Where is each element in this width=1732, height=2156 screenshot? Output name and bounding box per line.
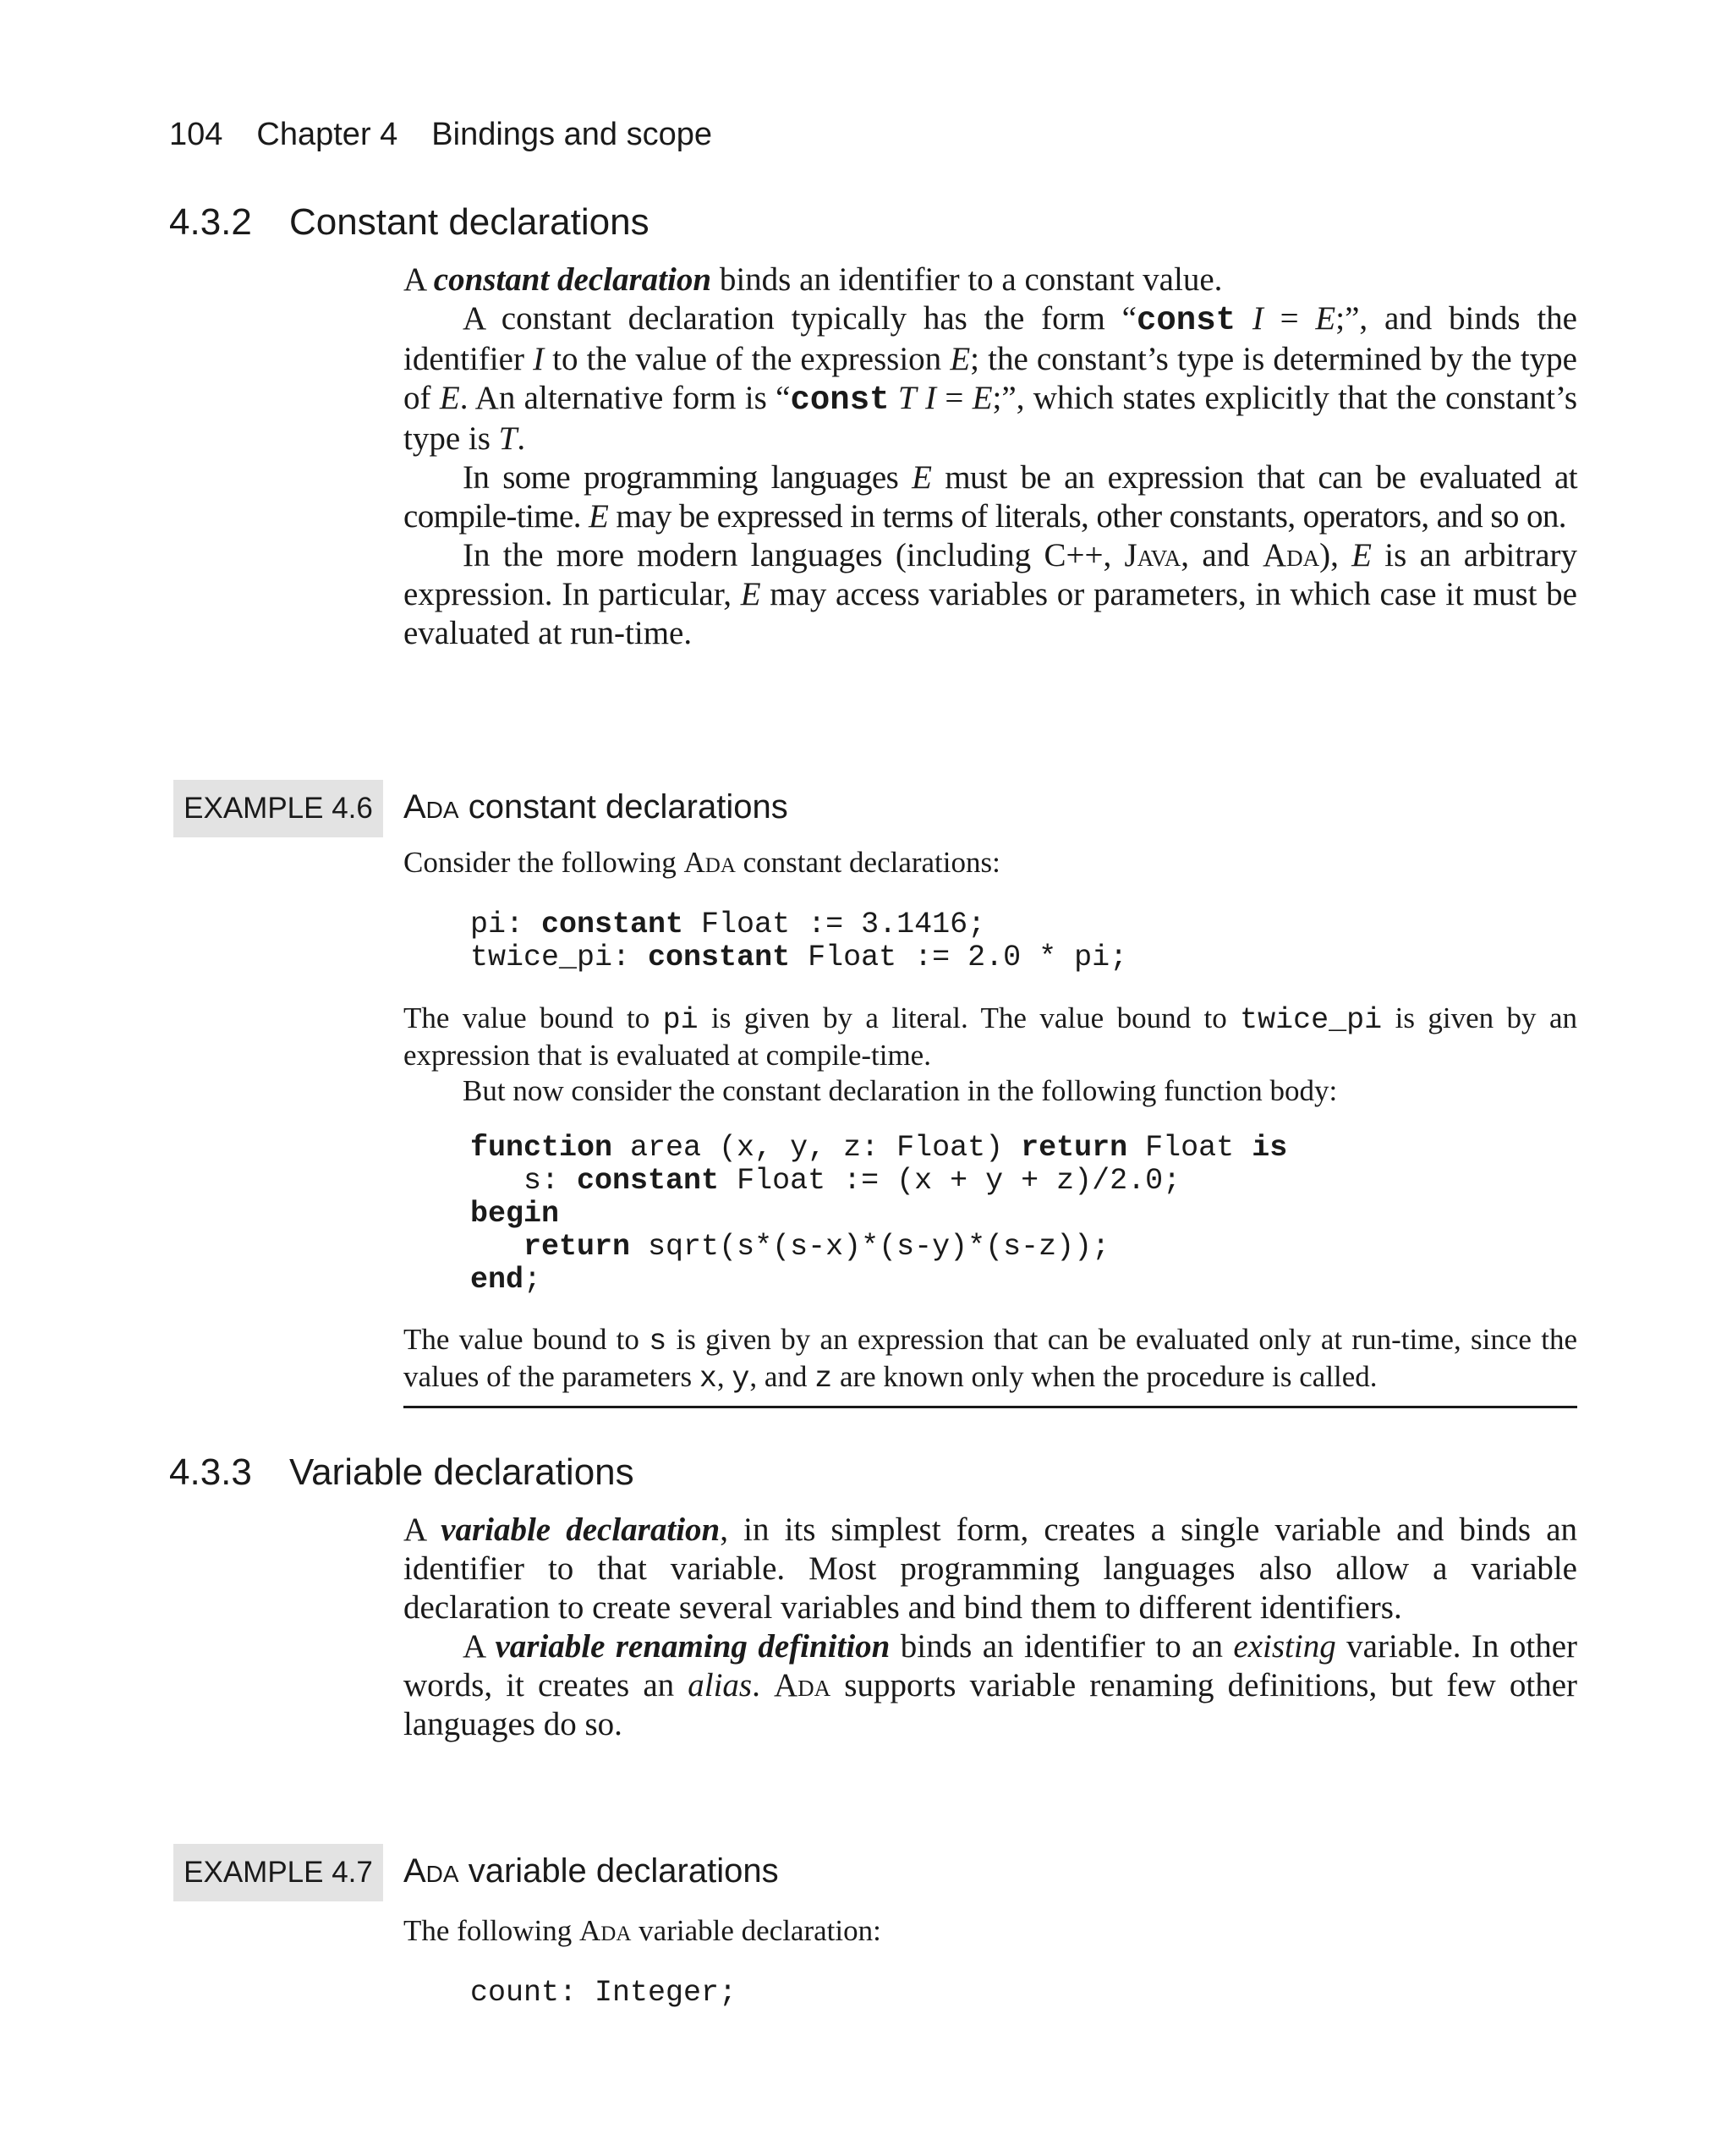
example-title: Ada variable declarations [403, 1852, 779, 1890]
code-block [470, 1977, 737, 2010]
code-block [470, 1132, 1287, 1297]
section-heading-4-3-2 [169, 201, 650, 244]
section-number: 4.3.2 [169, 201, 252, 243]
page-number: 104 [169, 117, 223, 152]
code-line: s: constant Float := (x + y + z)/2.0; [470, 1164, 1181, 1198]
example-text: The value bound to s is given by an expression that can be evaluated only at run-time, since the values of the parameters x, y, and z are known only when the procedure is called. [403, 1323, 1577, 1396]
paragraph: A variable declaration, in its simplest form, creates a single variable and binds an identifier to that variable. Most programming languages also allow a variable declaration to create several variables and bind them to different identifiers. [403, 1511, 1577, 1626]
code-line: count: Integer; [470, 1976, 737, 2010]
running-head [169, 117, 712, 153]
paragraph: In the more modern languages (including C++, Java, and Ada), E is an arbitrary expression. In particular, E may access variables or parameters, in which case it must be evaluated at run-time. [403, 537, 1577, 651]
chapter-title: Bindings and scope [431, 117, 712, 152]
example-tag: EXAMPLE 4.7 [173, 1844, 383, 1901]
code-line: twice_pi: constant Float := 2.0 * pi; [470, 941, 1128, 974]
paragraph: A constant declaration typically has the form “const I = E;”, and binds the identifier I to the value of the expression E; the constant’s type is determined by the type of E. An alternative form is “const T I = E;”, which states explicitly that the constant’s type is T. [403, 300, 1578, 457]
chapter-label: Chapter 4 [256, 117, 398, 152]
section-4-3-2-body [403, 261, 1577, 653]
section-heading-4-3-3 [169, 1451, 634, 1494]
paragraph: A constant declaration binds an identifier to a constant value. [403, 261, 1223, 298]
section-title: Constant declarations [289, 201, 650, 243]
example-tag: EXAMPLE 4.6 [173, 780, 383, 837]
paragraph: A variable renaming definition binds an identifier to an existing variable. In other words, it creates an alias. Ada supports variable renaming definitions, but few other languages do so. [403, 1628, 1578, 1742]
code-line: return sqrt(s*(s-x)*(s-y)*(s-z)); [523, 1230, 1110, 1264]
paragraph: In some programming languages E must be an expression that can be evaluated at compile-time. E may be expressed in terms of literals, other constants, operators, and so on. [403, 459, 1577, 535]
section-4-3-3-body [403, 1511, 1577, 1744]
example-intro: Consider the following Ada constant declarations: [403, 846, 1000, 879]
code-block [470, 908, 1127, 974]
code-line: begin [470, 1197, 560, 1231]
example-text: The value bound to pi is given by a literal. The value bound to twice_pi is given by an expression that is evaluated at compile-time. But now consider the constant declaration in the following function body: [403, 1001, 1578, 1107]
code-line: pi: constant Float := 3.1416; [470, 908, 986, 941]
section-number: 4.3.3 [169, 1451, 252, 1493]
defined-term: variable renaming definition [495, 1628, 891, 1665]
code-line: end; [470, 1263, 542, 1297]
defined-term: constant declaration [433, 261, 712, 298]
section-title: Variable declarations [289, 1451, 634, 1493]
example-title: Ada constant declarations [403, 788, 788, 826]
code-line: function area (x, y, z: Float) return Float is [470, 1131, 1288, 1165]
example-end-rule [403, 1406, 1577, 1408]
example-intro: The following Ada variable declaration: [403, 1914, 881, 1947]
defined-term: variable declaration [441, 1511, 721, 1548]
